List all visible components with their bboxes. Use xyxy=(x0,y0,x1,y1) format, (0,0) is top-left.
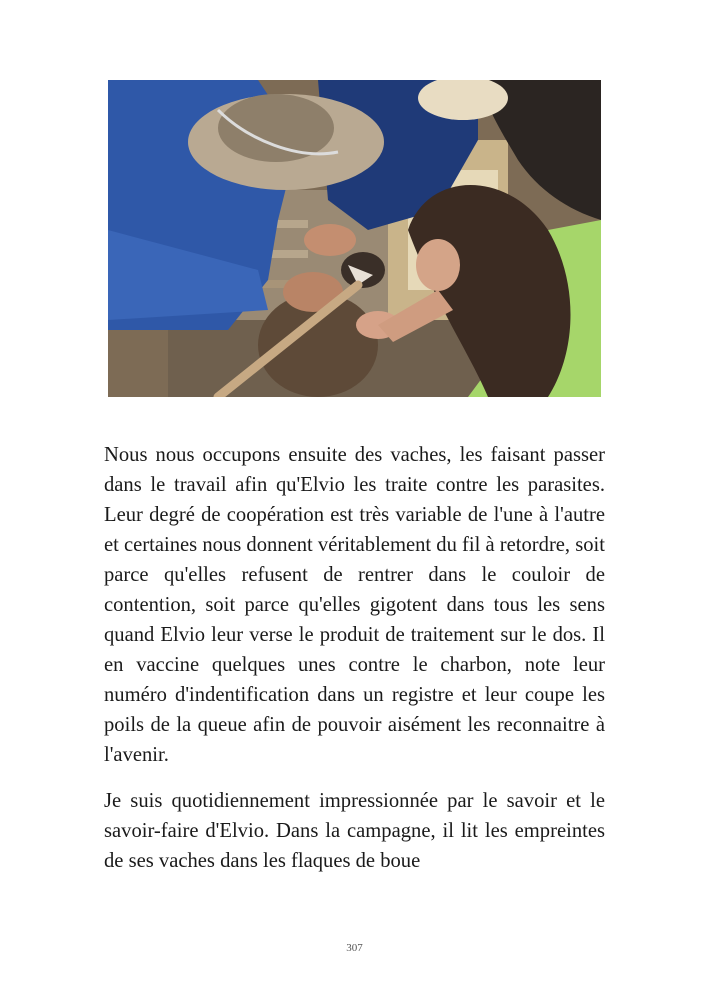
body-text xyxy=(104,440,605,876)
paragraph: Nous nous occupons ensuite des vaches, les faisant passer dans le travail afin qu'Elvio les traite contre les parasites. Leur degré de coopération est très variable de l'une à l'autre et certaines nous donnent véritablement du fil à retordre, soit parce qu'elles refusent de rentrer dans le couloir de contention, soit parce qu'elles gigotent dans tous les sens quand Elvio leur verse le produit de traitement sur le dos. Il en vaccine quelques unes contre le charbon, note leur numéro d'indentification dans un registre et leur coupe les poils de la queue afin de pouvoir aisément les reconnaitre à l'avenir. xyxy=(104,444,605,766)
photo-ranchers-treating-animal xyxy=(108,80,601,397)
page-number: 307 xyxy=(346,942,363,954)
paragraph: Je suis quotidiennement impressionnée par le savoir et le savoir-faire d'Elvio. Dans la campagne, il lit les empreintes de ses vaches dans les flaques de boue xyxy=(104,790,605,872)
photo-illustration xyxy=(108,80,601,397)
